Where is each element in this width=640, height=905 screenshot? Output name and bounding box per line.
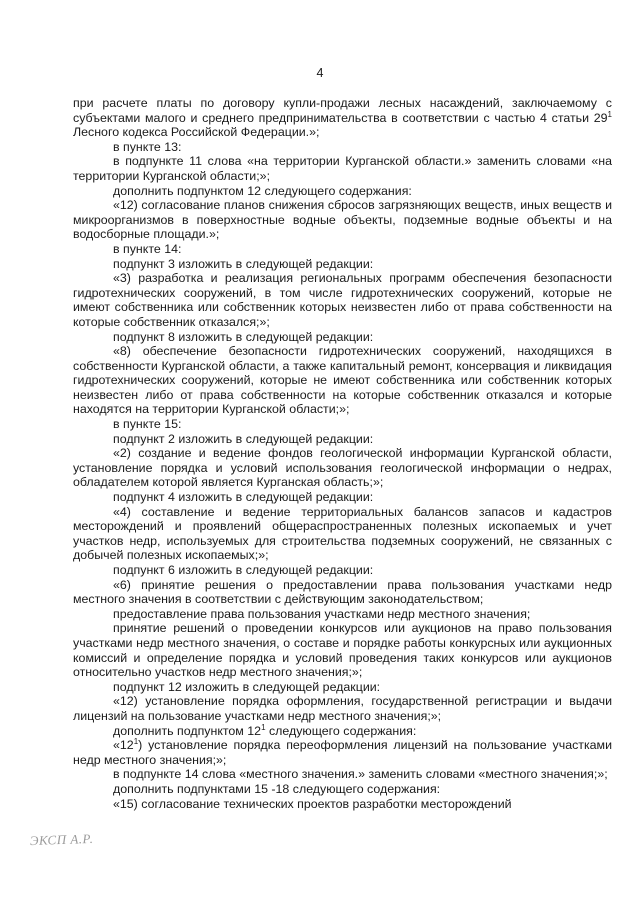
handwritten-stamp: ЭКСП А.Р.: [29, 830, 94, 849]
paragraph: [73, 242, 612, 257]
paragraph-text: подпункт 12 изложить в следующей редакции:: [113, 679, 381, 694]
paragraph-text: «6) принятие решения о предоставлении права пользования участками недр местного значения в соответствии с действующим законодательством;: [73, 577, 612, 607]
paragraph-text: в подпункте 11 слова «на территории Курганской области.» заменить словами «на территории Курганской области;»;: [73, 154, 612, 183]
paragraph: [73, 198, 612, 242]
paragraph: [73, 417, 612, 432]
paragraph: [73, 782, 612, 797]
paragraph-text: подпункт 2 изложить в следующей редакции:: [113, 431, 374, 446]
paragraph: [73, 330, 612, 345]
paragraph-text: дополнить подпунктом 12 следующего содержания:: [113, 183, 412, 198]
paragraph: [73, 184, 612, 199]
paragraph: [73, 96, 612, 140]
paragraph-text: подпункт 4 изложить в следующей редакции:: [113, 490, 374, 505]
paragraph-text: дополнить подпунктом 12: [113, 723, 262, 738]
paragraph-text: подпункт 3 изложить в следующей редакции:: [113, 256, 374, 271]
paragraph-text: ) установление порядка переоформления лицензий на пользование участками недр местного значения;»;: [73, 738, 612, 767]
paragraph-text: следующего содержания:: [265, 723, 417, 738]
paragraph: [73, 271, 612, 329]
paragraph: [73, 694, 612, 723]
paragraph: [73, 490, 612, 505]
paragraph: [73, 680, 612, 695]
paragraph: [73, 446, 612, 490]
paragraph-text: в пункте 14:: [113, 241, 182, 256]
paragraph: [73, 505, 612, 563]
paragraph-text: подпункт 8 изложить в следующей редакции:: [113, 329, 374, 344]
paragraph-text: подпункт 6 изложить в следующей редакции:: [113, 563, 374, 577]
superscript: 1: [133, 737, 139, 746]
paragraph-text: «12) установление порядка оформления, государственной регистрации и выдачи лицензий на пользование участками недр местного значения;»;: [73, 694, 612, 723]
paragraph-text: Лесного кодекса Российской Федерации.»;: [73, 125, 320, 140]
paragraph-text: «3) разработка и реализация региональных программ обеспечения безопасности гидротехнических сооружений, в том числе гидротехнических сооружений, которые не имеют собственника или собственник которых неизвестен либо от права собственности на которые собственник отказался;»;: [73, 271, 612, 329]
paragraph: [73, 797, 612, 812]
paragraph: [73, 257, 612, 272]
paragraph: [73, 344, 612, 417]
paragraph: [73, 432, 612, 447]
paragraph-text: предоставление права пользования участками недр местного значения;: [113, 606, 531, 621]
paragraph: [73, 578, 612, 607]
superscript: 1: [261, 722, 266, 732]
paragraph: [73, 738, 612, 767]
paragraph: [73, 154, 612, 183]
paragraph-text: в пункте 15:: [113, 417, 182, 432]
paragraph-text: «12: [113, 738, 134, 753]
paragraph-text: принятие решений о проведении конкурсов или аукционов на право пользования участками недр местного значения, о составе и порядке работы конкурсных или аукционных комиссий и определение порядка и условий проведения таких конкурсов или аукционов относительно участков недр местного значения;»;: [73, 621, 612, 680]
paragraph: [73, 767, 612, 782]
superscript: 1: [607, 109, 612, 119]
paragraph: [73, 140, 612, 155]
paragraph-text: в подпункте 14 слова «местного значения.» заменить словами «местного значения;»;: [113, 767, 608, 782]
paragraph-text: «2) создание и ведение фондов геологической информации Курганской области, установление порядка и условий использования геологической информации о недрах, обладателем которой является Курганская область;»;: [73, 446, 612, 490]
paragraph-text: «8) обеспечение безопасности гидротехнических сооружений, находящихся в собственности Курганской области, а также капитальный ремонт, консервация и ликвидация гидротехнических сооружений, которые не имеют собственника или собственник которых неизвестен либо от права собственности на которые собственник отказался и которые находятся на территории Курганской области;»;: [73, 344, 612, 417]
paragraph-text: «12) согласование планов снижения сбросов загрязняющих веществ, иных веществ и микроорганизмов в поверхностные водные объекты, подземные водные объекты и на водосборные площади.»;: [73, 198, 612, 242]
paragraph: [73, 724, 612, 739]
paragraph-text: в пункте 13:: [113, 139, 182, 154]
paragraph-text: при расчете платы по договору купли-продажи лесных насаждений, заключаемому с субъектами малого и среднего предпринимательства в соответствии с частью 4 статьи 29: [73, 96, 612, 125]
page-number: 4: [316, 66, 324, 80]
paragraph-text: «15) согласование технических проектов разработки месторождений: [113, 796, 512, 811]
paragraph: [73, 607, 612, 622]
paragraph: [73, 563, 612, 578]
document-body: [73, 96, 612, 811]
paragraph-text: «4) составление и ведение территориальных балансов запасов и кадастров месторождений и проявлений общераспространенных полезных ископаемых и учет участков недр, используемых для строительства подземных сооружений, не связанных с добычей полезных ископаемых;»;: [73, 504, 612, 563]
paragraph-text: дополнить подпунктами 15 -18 следующего содержания:: [113, 781, 441, 796]
paragraph: [73, 621, 612, 679]
